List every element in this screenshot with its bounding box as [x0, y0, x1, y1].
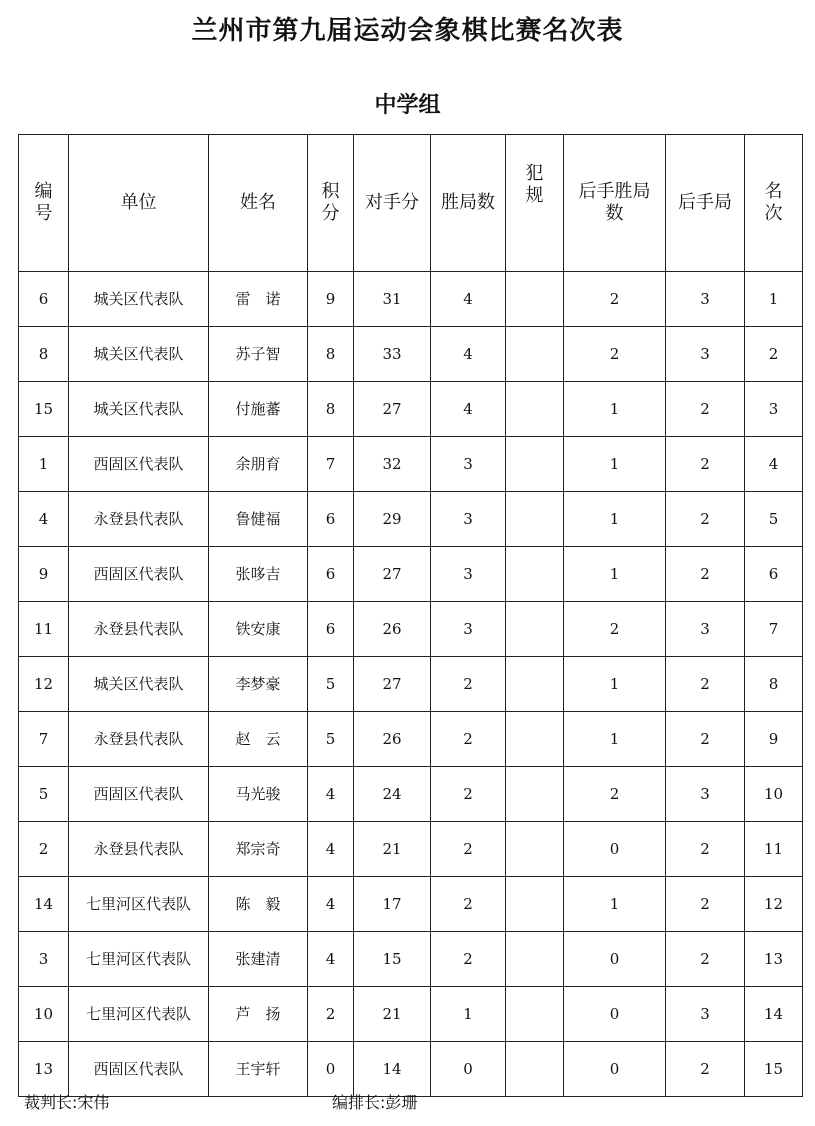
cell-fouls [506, 712, 564, 767]
cell-wins: 3 [431, 437, 506, 492]
cell-id: 2 [19, 822, 69, 877]
cell-second-hand-games: 2 [666, 1042, 745, 1097]
cell-second-hand-games: 2 [666, 657, 745, 712]
cell-opponent-score: 21 [354, 822, 431, 877]
cell-points: 4 [308, 767, 354, 822]
cell-opponent-score: 31 [354, 272, 431, 327]
cell-opponent-score: 15 [354, 932, 431, 987]
cell-rank: 9 [745, 712, 803, 767]
table-row [19, 327, 803, 382]
cell-fouls [506, 1042, 564, 1097]
cell-rank: 11 [745, 822, 803, 877]
table-row [19, 932, 803, 987]
document-title: 兰州市第九届运动会象棋比赛名次表 [191, 16, 624, 46]
cell-rank: 4 [745, 437, 803, 492]
cell-second-hand-games: 2 [666, 822, 745, 877]
cell-wins: 2 [431, 657, 506, 712]
cell-name: 付施蕃 [209, 382, 308, 437]
cell-rank: 13 [745, 932, 803, 987]
table-row [19, 877, 803, 932]
cell-points: 8 [308, 327, 354, 382]
cell-points: 5 [308, 712, 354, 767]
cell-name: 苏子智 [209, 327, 308, 382]
table-row [19, 272, 803, 327]
cell-id: 15 [19, 382, 69, 437]
cell-fouls [506, 602, 564, 657]
cell-name: 王宇轩 [209, 1042, 308, 1097]
cell-opponent-score: 14 [354, 1042, 431, 1097]
header-second-hand-wins: 后手胜局数 [564, 135, 666, 272]
cell-name: 余朋育 [209, 437, 308, 492]
cell-second-hand-games: 2 [666, 712, 745, 767]
cell-unit: 永登县代表队 [69, 712, 209, 767]
cell-fouls [506, 877, 564, 932]
cell-second-hand-games: 3 [666, 602, 745, 657]
cell-id: 5 [19, 767, 69, 822]
table-row [19, 712, 803, 767]
cell-rank: 10 [745, 767, 803, 822]
cell-opponent-score: 26 [354, 602, 431, 657]
cell-name: 芦 扬 [209, 987, 308, 1042]
cell-name: 张建清 [209, 932, 308, 987]
cell-rank: 12 [745, 877, 803, 932]
cell-name: 陈 毅 [209, 877, 308, 932]
cell-second-hand-wins: 2 [564, 602, 666, 657]
cell-wins: 3 [431, 602, 506, 657]
cell-rank: 15 [745, 1042, 803, 1097]
cell-points: 6 [308, 602, 354, 657]
table-row [19, 437, 803, 492]
table-row [19, 657, 803, 712]
cell-unit: 永登县代表队 [69, 492, 209, 547]
cell-second-hand-wins: 1 [564, 712, 666, 767]
cell-fouls [506, 987, 564, 1042]
cell-points: 7 [308, 437, 354, 492]
cell-unit: 城关区代表队 [69, 327, 209, 382]
cell-points: 0 [308, 1042, 354, 1097]
cell-opponent-score: 27 [354, 382, 431, 437]
cell-wins: 2 [431, 877, 506, 932]
cell-points: 4 [308, 932, 354, 987]
chief-referee: 裁判长:宋伟 [24, 1093, 110, 1112]
cell-points: 8 [308, 382, 354, 437]
cell-name: 郑宗奇 [209, 822, 308, 877]
cell-rank: 3 [745, 382, 803, 437]
cell-second-hand-games: 3 [666, 327, 745, 382]
cell-points: 6 [308, 492, 354, 547]
cell-id: 13 [19, 1042, 69, 1097]
cell-rank: 2 [745, 327, 803, 382]
cell-name: 张哆吉 [209, 547, 308, 602]
cell-id: 11 [19, 602, 69, 657]
header-id: 编号 [19, 135, 69, 272]
cell-wins: 3 [431, 547, 506, 602]
table-row [19, 987, 803, 1042]
cell-second-hand-wins: 0 [564, 987, 666, 1042]
cell-points: 5 [308, 657, 354, 712]
table-row [19, 1042, 803, 1097]
cell-second-hand-games: 2 [666, 382, 745, 437]
header-second-hand-games: 后手局 [666, 135, 745, 272]
table-row [19, 547, 803, 602]
cell-opponent-score: 32 [354, 437, 431, 492]
ranking-table [18, 134, 803, 1097]
cell-unit: 西固区代表队 [69, 1042, 209, 1097]
cell-wins: 2 [431, 712, 506, 767]
cell-rank: 1 [745, 272, 803, 327]
header-opponent-score: 对手分 [354, 135, 431, 272]
cell-id: 12 [19, 657, 69, 712]
table-row [19, 382, 803, 437]
cell-unit: 七里河区代表队 [69, 932, 209, 987]
table-row [19, 602, 803, 657]
cell-wins: 4 [431, 327, 506, 382]
cell-wins: 2 [431, 822, 506, 877]
cell-points: 4 [308, 822, 354, 877]
cell-unit: 永登县代表队 [69, 822, 209, 877]
cell-fouls [506, 492, 564, 547]
cell-rank: 7 [745, 602, 803, 657]
header-fouls: 犯规 [506, 135, 564, 272]
scheduler: 编排长:彭珊 [332, 1093, 418, 1112]
group-title: 中学组 [374, 93, 441, 118]
cell-opponent-score: 17 [354, 877, 431, 932]
cell-unit: 永登县代表队 [69, 602, 209, 657]
cell-second-hand-games: 2 [666, 932, 745, 987]
cell-unit: 城关区代表队 [69, 382, 209, 437]
cell-second-hand-wins: 1 [564, 382, 666, 437]
cell-opponent-score: 26 [354, 712, 431, 767]
cell-opponent-score: 33 [354, 327, 431, 382]
cell-name: 赵 云 [209, 712, 308, 767]
header-points: 积分 [308, 135, 354, 272]
cell-points: 4 [308, 877, 354, 932]
cell-unit: 西固区代表队 [69, 547, 209, 602]
cell-unit: 城关区代表队 [69, 272, 209, 327]
table-row [19, 492, 803, 547]
cell-id: 14 [19, 877, 69, 932]
cell-wins: 2 [431, 932, 506, 987]
cell-fouls [506, 822, 564, 877]
cell-rank: 8 [745, 657, 803, 712]
cell-opponent-score: 21 [354, 987, 431, 1042]
cell-second-hand-games: 2 [666, 877, 745, 932]
table-body [19, 272, 803, 1097]
cell-points: 9 [308, 272, 354, 327]
cell-fouls [506, 272, 564, 327]
cell-name: 鲁健福 [209, 492, 308, 547]
cell-points: 2 [308, 987, 354, 1042]
cell-unit: 西固区代表队 [69, 437, 209, 492]
cell-id: 7 [19, 712, 69, 767]
cell-fouls [506, 547, 564, 602]
cell-name: 李梦豪 [209, 657, 308, 712]
cell-wins: 4 [431, 272, 506, 327]
header-rank: 名次 [745, 135, 803, 272]
cell-fouls [506, 932, 564, 987]
cell-rank: 14 [745, 987, 803, 1042]
cell-second-hand-wins: 2 [564, 767, 666, 822]
cell-second-hand-games: 3 [666, 987, 745, 1042]
header-name: 姓名 [209, 135, 308, 272]
cell-points: 6 [308, 547, 354, 602]
cell-name: 雷 诺 [209, 272, 308, 327]
header-unit: 单位 [69, 135, 209, 272]
cell-fouls [506, 767, 564, 822]
table-header-row [19, 135, 803, 272]
cell-wins: 4 [431, 382, 506, 437]
cell-unit: 西固区代表队 [69, 767, 209, 822]
cell-wins: 1 [431, 987, 506, 1042]
header-wins: 胜局数 [431, 135, 506, 272]
cell-id: 1 [19, 437, 69, 492]
cell-id: 9 [19, 547, 69, 602]
cell-id: 4 [19, 492, 69, 547]
cell-id: 8 [19, 327, 69, 382]
cell-unit: 七里河区代表队 [69, 877, 209, 932]
cell-id: 10 [19, 987, 69, 1042]
cell-rank: 6 [745, 547, 803, 602]
cell-second-hand-wins: 1 [564, 877, 666, 932]
cell-rank: 5 [745, 492, 803, 547]
cell-unit: 城关区代表队 [69, 657, 209, 712]
cell-fouls [506, 327, 564, 382]
cell-second-hand-games: 2 [666, 547, 745, 602]
cell-second-hand-games: 3 [666, 272, 745, 327]
cell-name: 马光骏 [209, 767, 308, 822]
cell-opponent-score: 29 [354, 492, 431, 547]
cell-id: 3 [19, 932, 69, 987]
cell-second-hand-games: 3 [666, 767, 745, 822]
cell-wins: 0 [431, 1042, 506, 1097]
cell-second-hand-wins: 1 [564, 547, 666, 602]
cell-opponent-score: 27 [354, 657, 431, 712]
cell-second-hand-wins: 2 [564, 327, 666, 382]
table-row [19, 767, 803, 822]
table-row [19, 822, 803, 877]
cell-wins: 2 [431, 767, 506, 822]
cell-second-hand-games: 2 [666, 492, 745, 547]
cell-second-hand-wins: 1 [564, 657, 666, 712]
cell-second-hand-games: 2 [666, 437, 745, 492]
cell-second-hand-wins: 0 [564, 822, 666, 877]
cell-unit: 七里河区代表队 [69, 987, 209, 1042]
cell-fouls [506, 382, 564, 437]
cell-second-hand-wins: 2 [564, 272, 666, 327]
cell-fouls [506, 657, 564, 712]
cell-second-hand-wins: 1 [564, 437, 666, 492]
cell-fouls [506, 437, 564, 492]
cell-second-hand-wins: 1 [564, 492, 666, 547]
cell-second-hand-wins: 0 [564, 932, 666, 987]
cell-opponent-score: 27 [354, 547, 431, 602]
cell-name: 铁安康 [209, 602, 308, 657]
cell-id: 6 [19, 272, 69, 327]
cell-second-hand-wins: 0 [564, 1042, 666, 1097]
cell-wins: 3 [431, 492, 506, 547]
cell-opponent-score: 24 [354, 767, 431, 822]
